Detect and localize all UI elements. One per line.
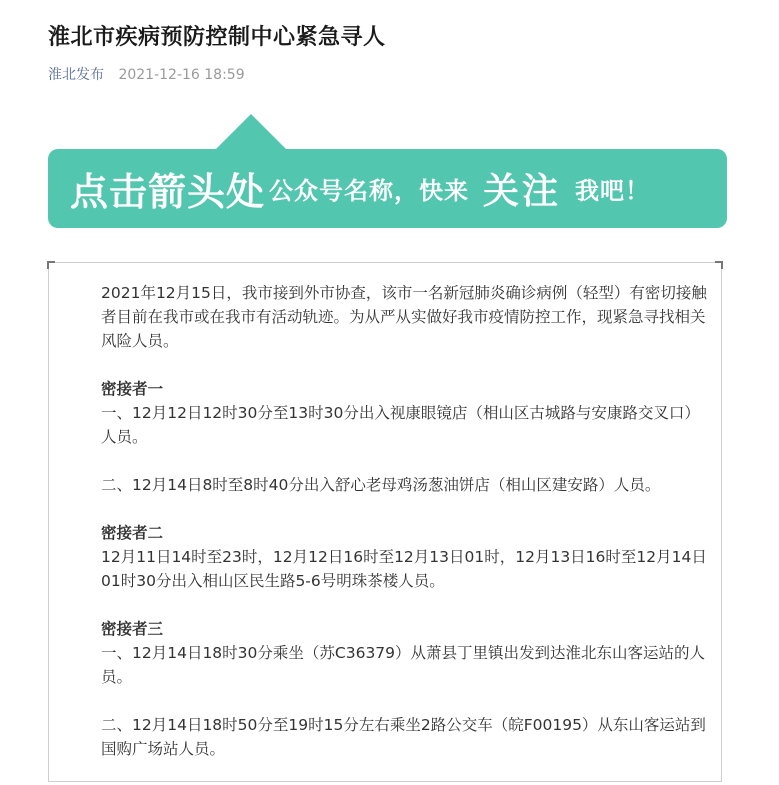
intro-paragraph: 2021年12月15日，我市接到外市协查，该市一名新冠肺炎确诊病例（轻型）有密切接触者目前在我市或在我市有活动轨迹。为从严从实做好我市疫情防控工作，现紧急寻找相关风险人员。	[101, 284, 707, 350]
section2-item-1: 12月11日14时至23时，12月12日16时至12月13日01时，12月13日16时至12月14日01时30分出入相山区民生路5-6号明珠茶楼人员。	[101, 548, 707, 590]
section3-item-1: 一、12月14日18时30分乘坐（苏C36379）从萧县丁里镇出发到达淮北东山客运站的人员。	[101, 644, 706, 686]
article-source-link[interactable]: 淮北发布	[48, 67, 104, 83]
article-title: 淮北市疾病预防控制中心紧急寻人	[48, 25, 386, 50]
follow-banner[interactable]	[48, 114, 727, 228]
article-meta	[48, 64, 245, 84]
article-date: 2021-12-16 18:59	[118, 67, 245, 83]
section1-item-1: 一、12月12日12时30分至13时30分出入视康眼镜店（相山区古城路与安康路交叉口）人员。	[101, 404, 700, 446]
section3-item-2: 二、12月14日18时50分至19时15分左右乘坐2路公交车（皖F00195）从东山客运站到国购广场站人员。	[101, 716, 706, 758]
follow-banner-body[interactable]	[48, 149, 727, 228]
banner-text-account-name: 公众号名称，快来	[269, 177, 470, 205]
frame-corner-top-left	[47, 261, 55, 269]
banner-text-end: 我吧！	[575, 177, 651, 205]
frame-corner-top-right	[715, 261, 723, 269]
banner-text-follow: 关注	[483, 171, 562, 212]
banner-text-click-arrow: 点击箭头处	[70, 170, 266, 214]
section-heading-contact-3: 密接者三	[101, 620, 164, 638]
section-heading-contact-1: 密接者一	[101, 380, 164, 398]
section-heading-contact-2: 密接者二	[101, 524, 164, 542]
article-body	[101, 281, 714, 785]
section1-item-2: 二、12月14日8时至8时40分出入舒心老母鸡汤葱油饼店（相山区建安路）人员。	[101, 476, 661, 494]
up-arrow-icon	[215, 114, 287, 150]
